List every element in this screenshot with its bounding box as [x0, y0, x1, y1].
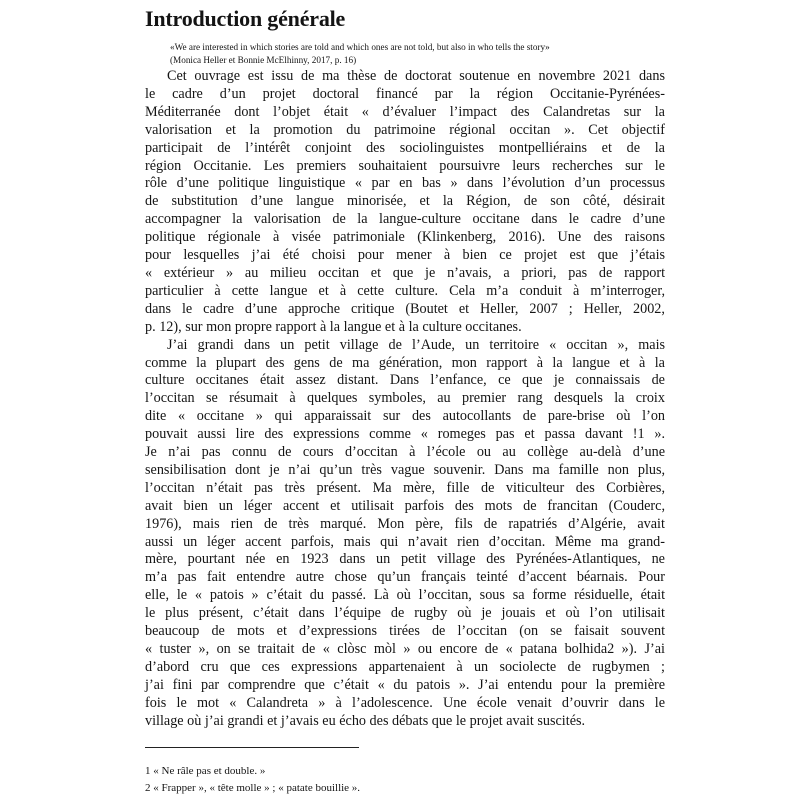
body-line: Méditerranée dont l’objet était « d’évaluer l’impact des Calandretas sur la — [145, 103, 665, 120]
body-line: beaucoup de mots et d’expressions tirées de l’occitan (on se faisait souvent — [145, 623, 666, 640]
body-line: politique régionale à visée patrimoniale (Klinkenberg, 2016). Une des raisons — [145, 229, 665, 246]
footnote-1: 1 « Ne râle pas et double. » — [145, 765, 266, 777]
body-line: pour lesquelles j’ai été choisi pour mener à bien ce projet est que j’étais — [145, 247, 666, 264]
body-line: avait bien un léger accent et utilisait parfois des mots de francitan (Couderc, — [145, 497, 666, 514]
body-line: 1976), mais rien de très marqué. Mon père, fils de rapatriés d’Algérie, avait — [145, 515, 665, 532]
epigraph-attribution: (Monica Heller et Bonnie McElhinny, 2017, p. 16) — [170, 55, 357, 65]
body-line: aussi un léger accent parfois, mais qui n’avait rien d’occitan. Même ma grand- — [145, 533, 665, 550]
epigraph — [170, 41, 662, 67]
body-line: mère, pourtant née en 1923 dans un petit village des Pyrénées-Atlantiques, ne — [145, 551, 665, 568]
footnotes — [145, 763, 360, 797]
body-line: particulier à cette langue et à cette culture. Cela m’a conduit à m’interroger, — [145, 282, 666, 299]
body-line: culture occitanes était assez distant. Dans l’enfance, ce que je connaissais de — [145, 372, 665, 389]
body-line: d’abord cru que ces expressions appartenaient à un sociolecte de rugbymen ; — [145, 658, 665, 675]
body-line: le plus présent, c’était dans l’équipe de rugby où je jouais et où l’on utilisait — [145, 605, 665, 622]
body-line: de substitution d’une langue minorisée, et la Région, de son côté, désirait — [145, 193, 666, 210]
body-line: elle, le « patois » c’était du passé. Là où l’occitan, sous sa forme résiduelle, était — [145, 587, 666, 604]
body-text — [145, 68, 665, 731]
footnote-separator — [145, 747, 359, 748]
body-line: dans le cadre d’une approche critique (Boutet et Heller, 2007 ; Heller, 2002, — [145, 300, 665, 317]
body-line: l’occitan se résumait à quelques symboles, au premier rang desquels la croix — [145, 390, 665, 407]
body-line: participait de l’intérêt conjoint des sociolinguistes montpelliérains et de la — [145, 139, 665, 156]
body-line: « extérieur » au milieu occitan et que je n’avais, a priori, pas de rapport — [145, 264, 666, 281]
footnote-2: 2 « Frapper », « tête molle » ; « patate bouillie ». — [145, 782, 361, 794]
body-line: Cet ouvrage est issu de ma thèse de doctorat soutenue en novembre 2021 dans — [167, 68, 665, 84]
body-line: j’ai fini par comprendre que c’était « du patois ». J’ai entendu pour la première — [145, 676, 666, 693]
body-line: région Occitanie. Les premiers souhaitaient poursuivre leurs recherches sur le — [145, 157, 665, 174]
body-line: p. 12), sur mon propre rapport à la langue et à la culture occitanes. — [145, 318, 522, 335]
body-line: valorisation et la promotion du patrimoine régional occitan ». Cet objectif — [145, 121, 666, 138]
body-line: « tuster », on se traitait de « clòsc mòl » ou encore de « patana bolhida2 »). J’ai — [145, 641, 665, 657]
body-line: comme la plupart des gens de ma génération, mon rapport à la langue et à la — [145, 354, 665, 371]
body-line: J’ai grandi dans un petit village de l’Aude, un territoire « occitan », mais — [167, 336, 666, 353]
body-line: dite « occitane » qui apparaissait sur des autocollants de pare-brise où l’on — [145, 408, 666, 425]
body-line: l’occitan n’était pas très présent. Ma mère, fille de viticulteur des Corbières, — [145, 479, 665, 496]
page-title: Introduction générale — [145, 6, 346, 31]
body-line: fois le mot « Calandreta » à l’adolescence. Une école venait d’ouvrir dans le — [145, 694, 666, 711]
body-line: rôle d’une politique linguistique « par en bas » dans l’évolution d’un processus — [145, 175, 666, 192]
body-line: le cadre d’un projet doctoral financé par la région Occitanie-Pyrénées- — [145, 85, 665, 102]
body-line: sensibilisation dont je n’ai qu’un très vague souvenir. Dans ma famille non plus, — [145, 461, 666, 478]
epigraph-quote: «We are interested in which stories are told and which ones are not told, but also in who tells the story» — [170, 42, 550, 52]
body-line: m’a pas fait entendre autre chose qu’un français teinté d’accent béarnais. Pour — [145, 569, 666, 586]
body-line: accompagner la valorisation de la langue-culture occitane dans le cadre d’une — [145, 211, 665, 228]
body-line: pouvait aussi lire des expressions comme « romeges pas et passa davant !1 ». — [145, 426, 666, 443]
body-line: village où j’ai grandi et j’avais eu écho des débats que le projet avait suscités. — [145, 712, 586, 729]
body-line: Je n’ai pas connu de cours d’occitan à l’école ou au collège au-delà d’une — [145, 444, 665, 461]
